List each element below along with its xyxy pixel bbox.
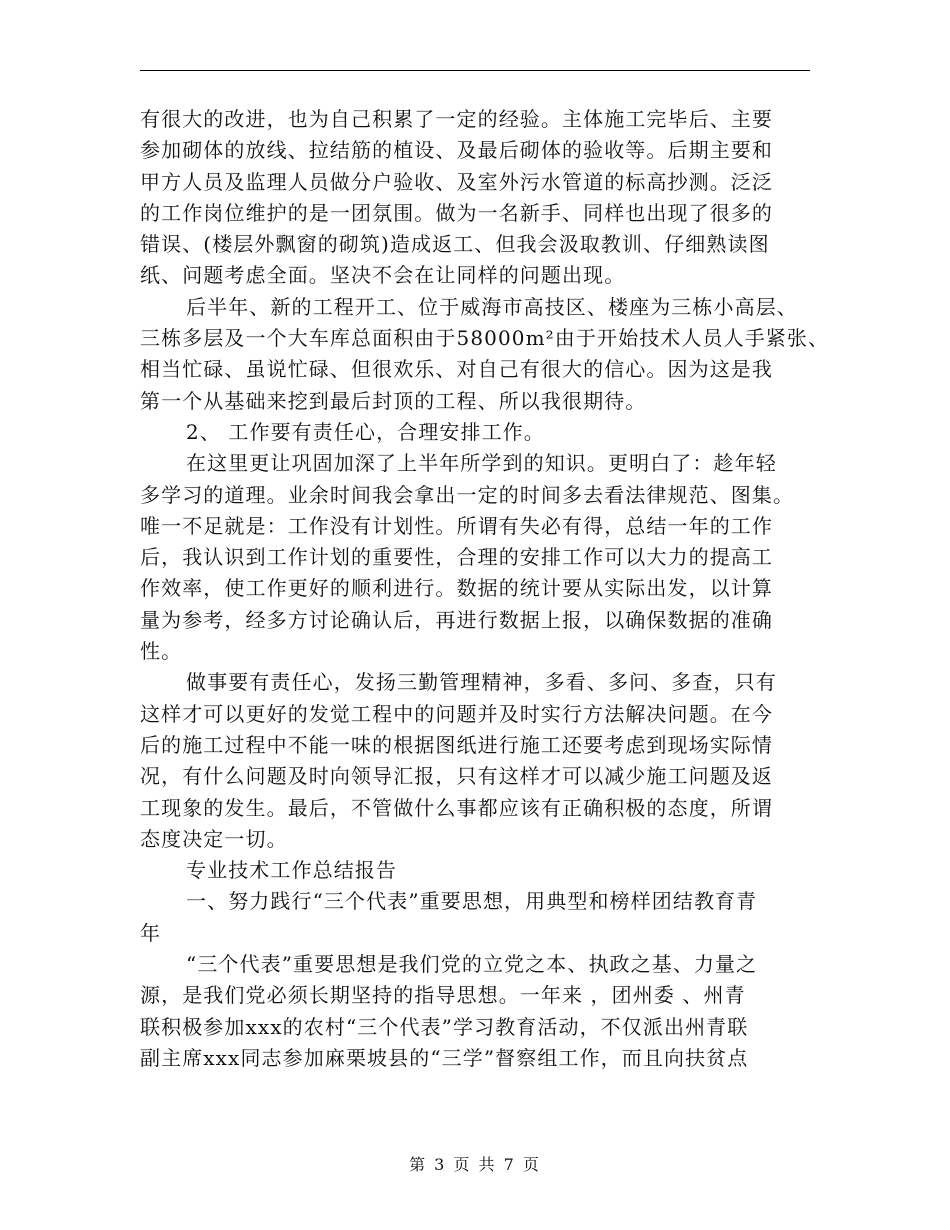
text-line: 错误、(楼层外飘窗的砌筑)造成返工、但我会汲取教训、仔细熟读图 [140, 232, 770, 257]
text-line: 后，我认识到工作计划的重要性，合理的安排工作可以大力的提高工 [140, 545, 773, 570]
document-body [140, 104, 830, 1074]
text-line: 况，有什么问题及时向领导汇报，只有这样才可以减少施工问题及返 [140, 764, 773, 789]
text-line: 参加砌体的放线、拉结筋的植设、及最后砌体的验收等。后期主要和 [140, 138, 773, 163]
text-line: 年 [140, 920, 162, 945]
text-line: 副主席xxx同志参加麻栗坡县的“三学”督察组工作，而且向扶贫点 [140, 1045, 749, 1070]
text-line: 相当忙碌、虽说忙碌、但很欢乐、对自己有很大的信心。因为这是我 [140, 357, 773, 382]
text-line: 多学习的道理。业余时间我会拿出一定的时间多去看法律规范、图集。 [140, 482, 795, 507]
text-line: 作效率，使工作更好的顺利进行。数据的统计要从实际出发，以计算 [140, 576, 773, 601]
text-line: 三栋多层及一个大车库总面积由于58000m²由于开始技术人员人手紧张、 [140, 326, 830, 351]
text-line: 专业技术工作总结报告 [186, 858, 397, 883]
text-line: 一、努力践行“三个代表”重要思想，用典型和榜样团结教育青 [186, 889, 758, 914]
text-line: “三个代表”重要思想是我们党的立党之本、执政之基、力量之 [186, 952, 758, 977]
text-line: 这样才可以更好的发觉工程中的问题并及时实行方法解决问题。在今 [140, 701, 773, 726]
text-line: 态度决定一切。 [140, 826, 288, 851]
text-line: 做事要有责任心，发扬三勤管理精神，多看、多问、多查，只有 [186, 670, 777, 695]
text-line: 唯一不足就是：工作没有计划性。所谓有失必有得，总结一年的工作 [140, 513, 773, 538]
text-line: 在这里更让巩固加深了上半年所学到的知识。更明白了：趁年轻 [186, 451, 777, 476]
text-line: 联积极参加xxx的农村“三个代表”学习教育活动，不仅派出州青联 [140, 1014, 749, 1039]
text-line: 纸、问题考虑全面。坚决不会在让同样的问题出现。 [140, 263, 626, 288]
text-line: 后的施工过程中不能一味的根据图纸进行施工还要考虑到现场实际情 [140, 732, 773, 757]
header-rule [140, 70, 810, 71]
page-footer: 第 3 页 共 7 页 [409, 1155, 541, 1174]
text-line: 2、 工作要有责任心，合理安排工作。 [186, 419, 545, 444]
text-line: 第一个从基础来挖到最后封顶的工程、所以我很期待。 [140, 388, 647, 413]
text-line: 后半年、新的工程开工、位于威海市高技区、楼座为三栋小高层、 [186, 294, 798, 319]
text-line: 的工作岗位维护的是一团氛围。做为一名新手、同样也出现了很多的 [140, 200, 773, 225]
text-line: 源，是我们党必须长期坚持的指导思想。一年来 ，团州委 、州青 [140, 983, 746, 1008]
text-line: 工现象的发生。最后，不管做什么事都应该有正确积极的态度，所谓 [140, 795, 773, 820]
text-line: 甲方人员及监理人员做分户验收、及室外污水管道的标高抄测。泛泛 [140, 169, 773, 194]
text-line: 量为参考，经多方讨论确认后，再进行数据上报，以确保数据的准确 [140, 607, 773, 632]
text-line: 性。 [140, 639, 183, 664]
text-line: 有很大的改进，也为自己积累了一定的经验。主体施工完毕后、主要 [140, 107, 773, 131]
